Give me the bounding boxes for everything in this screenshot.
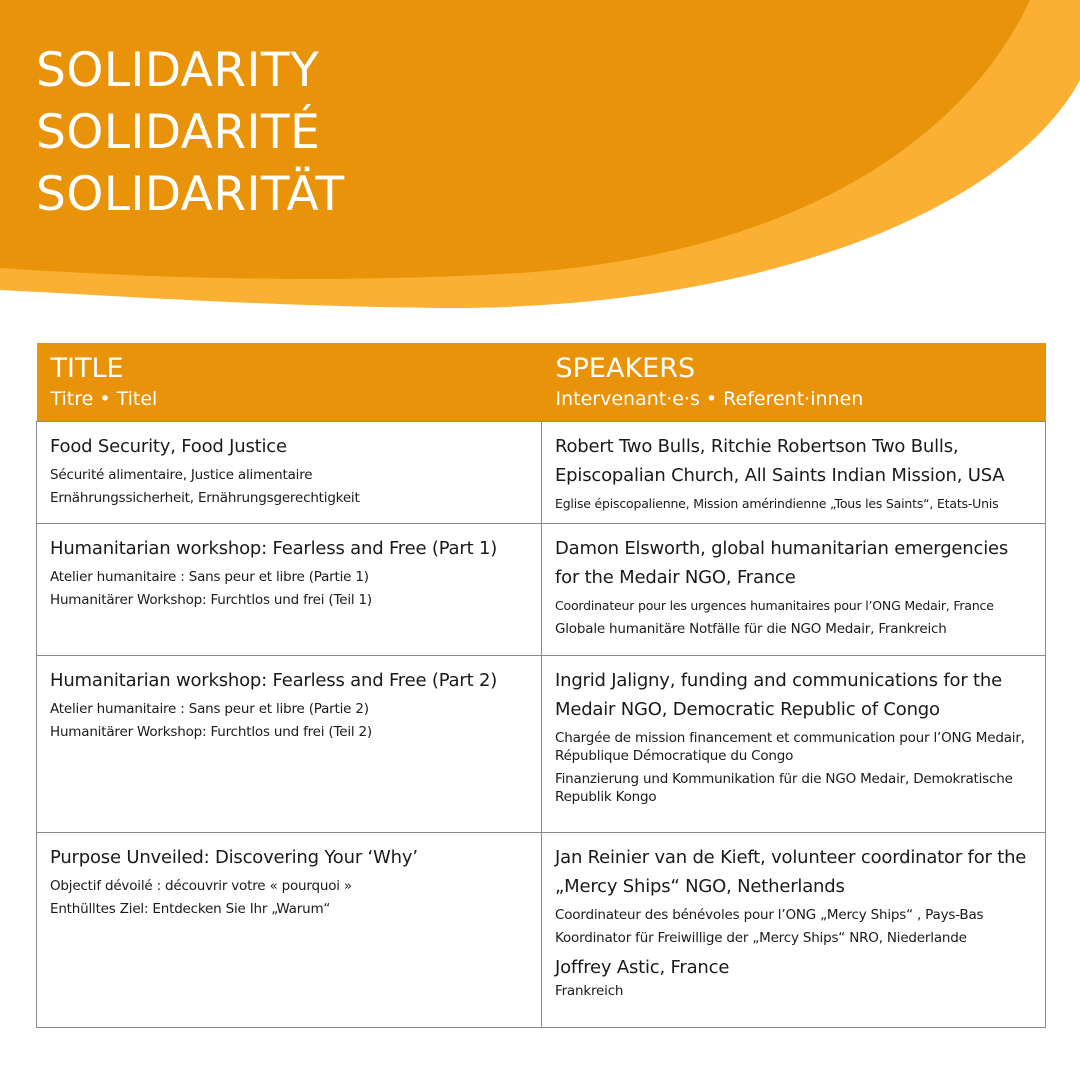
session-title-cell [37, 524, 542, 656]
speakers-cell [542, 656, 1046, 833]
table-row [37, 833, 1046, 1028]
session-title-fr: Sécurité alimentaire, Justice alimentaire [50, 467, 313, 483]
session-title-en: Food Security, Food Justice [50, 436, 287, 457]
speaker-fr: Coordinateur des bénévoles pour l’ONG „Mercy Ships“ , Pays-Bas [555, 907, 984, 923]
title-english: SOLIDARITY [36, 43, 320, 98]
column-header-label: SPEAKERS [555, 353, 696, 384]
title-german: SOLIDARITÄT [36, 167, 345, 222]
session-title-en: Humanitarian workshop: Fearless and Free (Part 2) [50, 670, 498, 691]
session-title-de: Humanitärer Workshop: Furchtlos und frei (Teil 1) [50, 592, 372, 608]
table-row [37, 422, 1046, 524]
speaker-en: Robert Two Bulls, Ritchie Robertson Two Bulls, Episcopalian Church, All Saints Indian Mission, USA [555, 436, 1005, 486]
speaker-fr: Eglise épiscopalienne, Mission amérindienne „Tous les Saints“, Etats-Unis [555, 496, 999, 511]
session-title-fr: Objectif dévoilé : découvrir votre « pourquoi » [50, 878, 352, 894]
speakers-cell [542, 422, 1046, 524]
column-header-sublabel: Intervenant·e·s • Referent·innen [555, 388, 864, 410]
speakers-cell [542, 524, 1046, 656]
session-title-de: Enthülltes Ziel: Entdecken Sie Ihr „Warum“ [50, 901, 331, 917]
session-title-de: Humanitärer Workshop: Furchtlos und frei (Teil 2) [50, 724, 372, 740]
session-title-en: Purpose Unveiled: Discovering Your ‘Why’ [50, 847, 418, 868]
column-header-sublabel: Titre • Titel [50, 388, 158, 410]
speaker-en: Jan Reinier van de Kieft, volunteer coordinator for the „Mercy Ships“ NGO, Netherlands [555, 847, 1027, 897]
title-french: SOLIDARITÉ [36, 105, 321, 160]
session-title-de: Ernährungssicherheit, Ernährungsgerechtigkeit [50, 490, 360, 506]
speaker-en: Ingrid Jaligny, funding and communications for the Medair NGO, Democratic Republic of Congo [555, 670, 1002, 720]
sessions-table [36, 343, 1046, 1028]
speaker-de: Finanzierung und Kommunikation für die NGO Medair, Demokratische Republik Kongo [555, 771, 1013, 805]
speaker-de: Globale humanitäre Notfälle für die NGO Medair, Frankreich [555, 621, 947, 637]
session-title-en: Humanitarian workshop: Fearless and Free (Part 1) [50, 538, 498, 559]
speakers-cell [542, 833, 1046, 1028]
speaker-en: Damon Elsworth, global humanitarian emergencies for the Medair NGO, France [555, 538, 1009, 588]
speaker-de: Frankreich [555, 983, 624, 999]
session-title-fr: Atelier humanitaire : Sans peur et libre (Partie 1) [50, 569, 369, 585]
column-header-label: TITLE [50, 353, 124, 384]
column-header-title [37, 343, 542, 422]
table-header-row [37, 343, 1046, 422]
page-title [36, 40, 345, 226]
table-row [37, 656, 1046, 833]
column-header-speakers [542, 343, 1046, 422]
table-row [37, 524, 1046, 656]
speaker-en: Joffrey Astic, France [555, 957, 730, 978]
session-title-cell [37, 422, 542, 524]
session-title-cell [37, 656, 542, 833]
session-title-fr: Atelier humanitaire : Sans peur et libre (Partie 2) [50, 701, 369, 717]
session-title-cell [37, 833, 542, 1028]
speaker-de: Koordinator für Freiwillige der „Mercy Ships“ NRO, Niederlande [555, 930, 967, 946]
speaker-fr: Chargée de mission financement et communication pour l’ONG Medair, République Démocratique du Congo [555, 730, 1025, 764]
speaker-fr: Coordinateur pour les urgences humanitaires pour l’ONG Medair, France [555, 598, 994, 613]
